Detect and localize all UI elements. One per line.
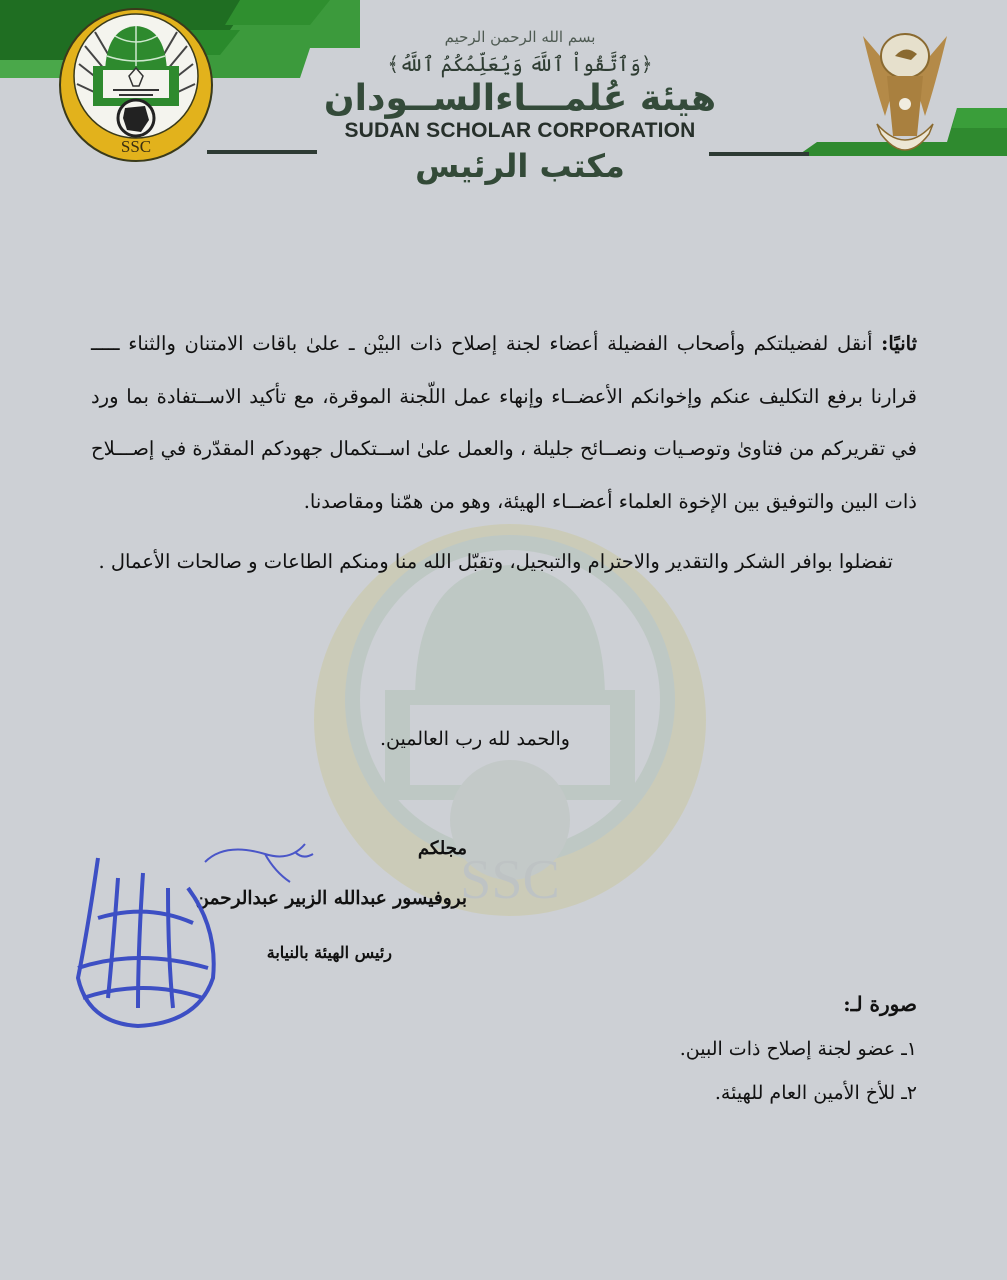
header-rule-right	[709, 152, 809, 156]
paragraph-1-lead: ثانيًا:	[881, 332, 917, 355]
office-title: مكتب الرئيس	[415, 147, 625, 185]
signer-title: رئيس الهيئة بالنيابة	[266, 943, 392, 962]
cc-item: ٢ـ للأخ الأمين العام للهيئة.	[714, 1082, 917, 1104]
org-name-arabic: هيئة عُلمـــاءالســودان	[323, 78, 717, 119]
ssc-logo	[55, 6, 217, 164]
paragraph-2: تفضلوا بوافر الشكر والتقدير والاحترام والتبجيل، وتقبّل الله منا ومنكم الطاعات و صالحات الأعمال .	[98, 550, 893, 573]
org-name-english: SUDAN SCHOLAR CORPORATION	[344, 119, 696, 142]
cc-item: ١ـ عضو لجنة إصلاح ذات البين.	[679, 1038, 917, 1060]
quran-verse: ﴿وَٱتَّقُواْ ٱللَّهَ وَيُعَلِّمُكُمُ ٱللَّهُ﴾	[387, 52, 653, 76]
ssc-logo-text: SSC	[120, 137, 152, 156]
cc-title: صورة لـ:	[843, 992, 917, 1016]
coat-of-arms-emblem	[855, 16, 955, 156]
svg-text:SSC: SSC	[460, 849, 560, 911]
header-rule-left	[207, 150, 317, 154]
letter-body	[91, 318, 917, 589]
calligraphy-stamp	[58, 848, 223, 1033]
closing-line: والحمد لله رب العالمين.	[380, 728, 570, 750]
basmala: بسم الله الرحمن الرحيم	[444, 28, 596, 46]
cc-section	[680, 992, 917, 1104]
paragraph-1	[91, 318, 917, 528]
paragraph-1-text: أنقل لفضيلتكم وأصحاب الفضيلة أعضاء لجنة إصلاح ذات البيْن ـ علىٰ باقات الامتنان والثناء ـــــ قرارنا برفع التكليف عنكم وإخوانكم الأعضــاء وإنهاء عمل اللّجنة الموقرة، مع تأكيد الاســتفادة بما ورد في تقريركم من فتاوىٰ وتوصـيات ونصــائح جليلة ، والعمل علىٰ اســتكمال جهودكم المقدّرة في إصـــلاح ذات البين والتوفيق بين الإخوة العلماء أعضــاء الهيئة، وهو من همّنا ومقاصدنا.	[91, 332, 917, 513]
letterhead	[320, 28, 720, 185]
signer-name: بروفيسور عبدالله الزبير عبدالرحمن	[195, 888, 467, 909]
sign-regards: مجلكم	[417, 838, 467, 859]
